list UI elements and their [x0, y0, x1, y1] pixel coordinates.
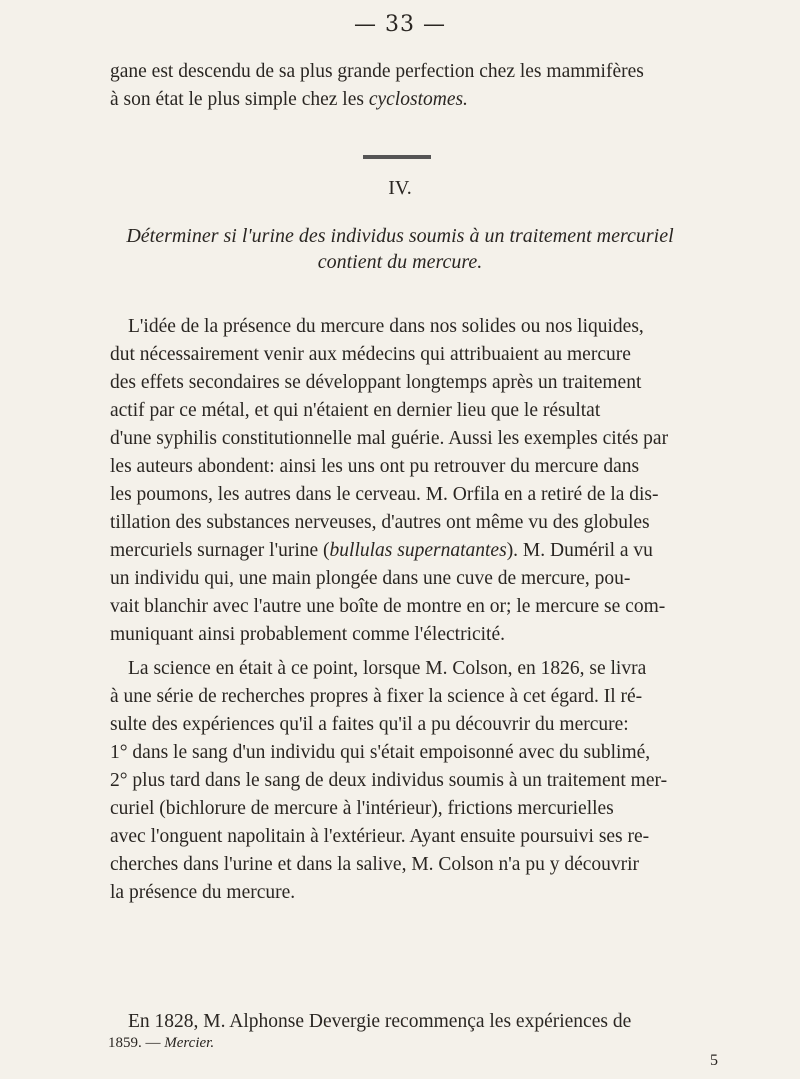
footer-note: [108, 1035, 214, 1052]
italic-term: cyclostomes.: [368, 89, 468, 110]
section-divider: [363, 155, 431, 159]
section-number: IV.: [388, 177, 412, 199]
text-fragment: ). M. Duméril a vu: [506, 540, 653, 561]
body-paragraph-3: [110, 1008, 790, 1036]
section-title: Déterminer si l'urine des individus soumis à un traitement mercuriel: [126, 225, 674, 247]
text-line: En 1828, M. Alphonse Devergie recommença les expériences de: [128, 1011, 632, 1032]
text-line: vait blanchir avec l'autre une boîte de montre en or; le mercure se com-: [110, 596, 666, 617]
text-line: à une série de recherches propres à fixer la science à cet égard. Il ré-: [110, 686, 643, 707]
text-line: [110, 86, 800, 114]
text-line: des effets secondaires se développant longtemps après un traitement: [110, 372, 642, 393]
text-line: cherches dans l'urine et dans la salive, M. Colson n'a pu y découvrir: [110, 854, 640, 875]
text-line: La science en était à ce point, lorsque M. Colson, en 1826, se livra: [128, 658, 647, 679]
text-line: les poumons, les autres dans le cerveau. M. Orfila en a retiré de la dis-: [110, 484, 659, 505]
text-line: avec l'onguent napolitain à l'extérieur. Ayant ensuite poursuivi ses re-: [110, 826, 650, 847]
text-line: d'une syphilis constitutionnelle mal guérie. Aussi les exemples cités par: [110, 428, 669, 449]
italic-term: bullulas supernatantes: [329, 540, 507, 561]
section-title-continued: contient du mercure.: [317, 251, 483, 273]
page-number: — 33 —: [354, 12, 446, 37]
body-paragraph-1: [110, 313, 790, 649]
text-line: la présence du mercure.: [110, 882, 296, 903]
intro-paragraph: [110, 58, 800, 114]
footer-author: Mercier.: [164, 1035, 215, 1051]
body-paragraph-2: [110, 655, 790, 907]
text-line: [110, 537, 790, 565]
text-line: sulte des expériences qu'il a faites qu'il a pu découvrir du mercure:: [110, 714, 629, 735]
text-line: L'idée de la présence du mercure dans nos solides ou nos liquides,: [128, 316, 644, 337]
text-line: les auteurs abondent: ainsi les uns ont pu retrouver du mercure dans: [110, 456, 640, 477]
signature-mark: 5: [710, 1052, 718, 1069]
footer-year: 1859. —: [108, 1035, 165, 1051]
text-line: muniquant ainsi probablement comme l'électricité.: [110, 624, 506, 645]
text-fragment: mercuriels surnager l'urine (: [110, 540, 330, 561]
text-line: un individu qui, une main plongée dans une cuve de mercure, pou-: [110, 568, 631, 589]
text-line: actif par ce métal, et qui n'étaient en dernier lieu que le résultat: [110, 400, 601, 421]
text-line: gane est descendu de sa plus grande perfection chez les mammifères: [110, 61, 644, 82]
text-line: dut nécessairement venir aux médecins qui attribuaient au mercure: [110, 344, 631, 365]
text-line: tillation des substances nerveuses, d'autres ont même vu des globules: [110, 512, 650, 533]
text-fragment: à son état le plus simple chez les: [110, 89, 369, 110]
text-line: curiel (bichlorure de mercure à l'intérieur), frictions mercurielles: [110, 798, 614, 819]
text-line: 2° plus tard dans le sang de deux individus soumis à un traitement mer-: [110, 770, 668, 791]
text-line: 1° dans le sang d'un individu qui s'était empoisonné avec du sublimé,: [110, 742, 651, 763]
